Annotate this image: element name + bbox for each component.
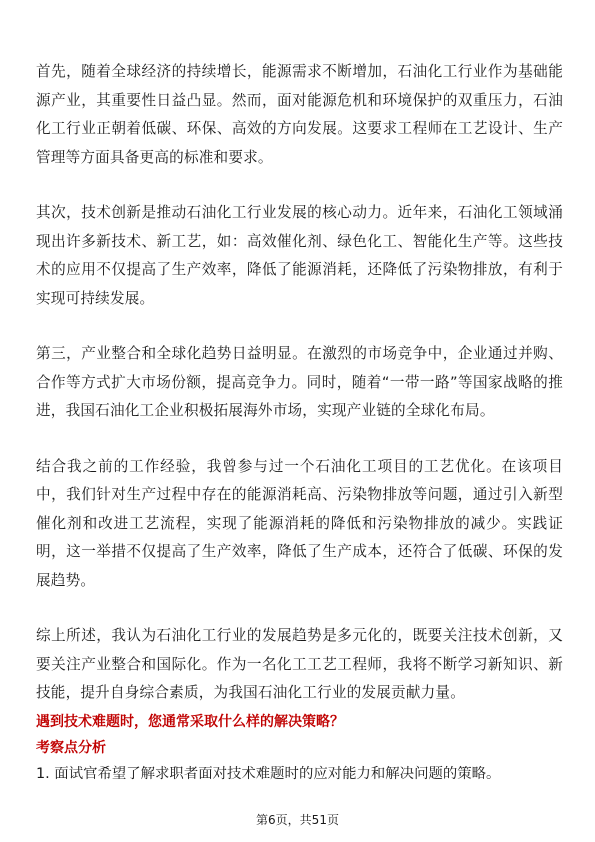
answer-body [36, 58, 563, 735]
paragraph-first: 首先，随着全球经济的持续增长，能源需求不断增加，石油化工行业作为基础能源产业，其重要性日益凸显。然而，面对能源危机和环境保护的双重压力，石油化工行业正朝着低碳、环保、高效的方向发展。这要求工程师在工艺设计、生产管理等方面具备更高的标准和要求。 [36, 63, 563, 166]
page-footer: 第6页，共51页 [256, 813, 339, 827]
paragraph-third: 第三，产业整合和全球化趋势日益明显。在激烈的市场竞争中，企业通过并购、合作等方式扩大市场份额，提高竞争力。同时，随着“一带一路”等国家战略的推进，我国石油化工企业积极拓展海外市场，实现产业链的全球化布局。 [36, 345, 563, 419]
analysis-heading: 考察点分析 [36, 740, 106, 756]
interview-question: 遇到技术难题时，您通常采取什么样的解决策略？ [36, 714, 344, 730]
paragraph-second: 其次，技术创新是推动石油化工行业发展的核心动力。近年来，石油化工领域涌现出许多新技术、新工艺，如：高效催化剂、绿色化工、智能化生产等。这些技术的应用不仅提高了生产效率，降低了能源消耗，还降低了污染物排放，有利于实现可持续发展。 [36, 204, 563, 307]
paragraph-summary: 综上所述，我认为石油化工行业的发展趋势是多元化的，既要关注技术创新，又要关注产业整合和国际化。作为一名化工工艺工程师，我将不断学习新知识、新技能，提升自身综合素质，为我国石油化工行业的发展贡献力量。 [36, 627, 563, 701]
paragraph-experience: 结合我之前的工作经验，我曾参与过一个石油化工项目的工艺优化。在该项目中，我们针对生产过程中存在的能源消耗高、污染物排放等问题，通过引入新型催化剂和改进工艺流程，实现了能源消耗的降低和污染物排放的减少。实践证明，这一举措不仅提高了生产效率，降低了生产成本，还符合了低碳、环保的发展趋势。 [36, 457, 563, 589]
analysis-item: 1. 面试官希望了解求职者面对技术难题时的应对能力和解决问题的策略。 [36, 766, 501, 782]
